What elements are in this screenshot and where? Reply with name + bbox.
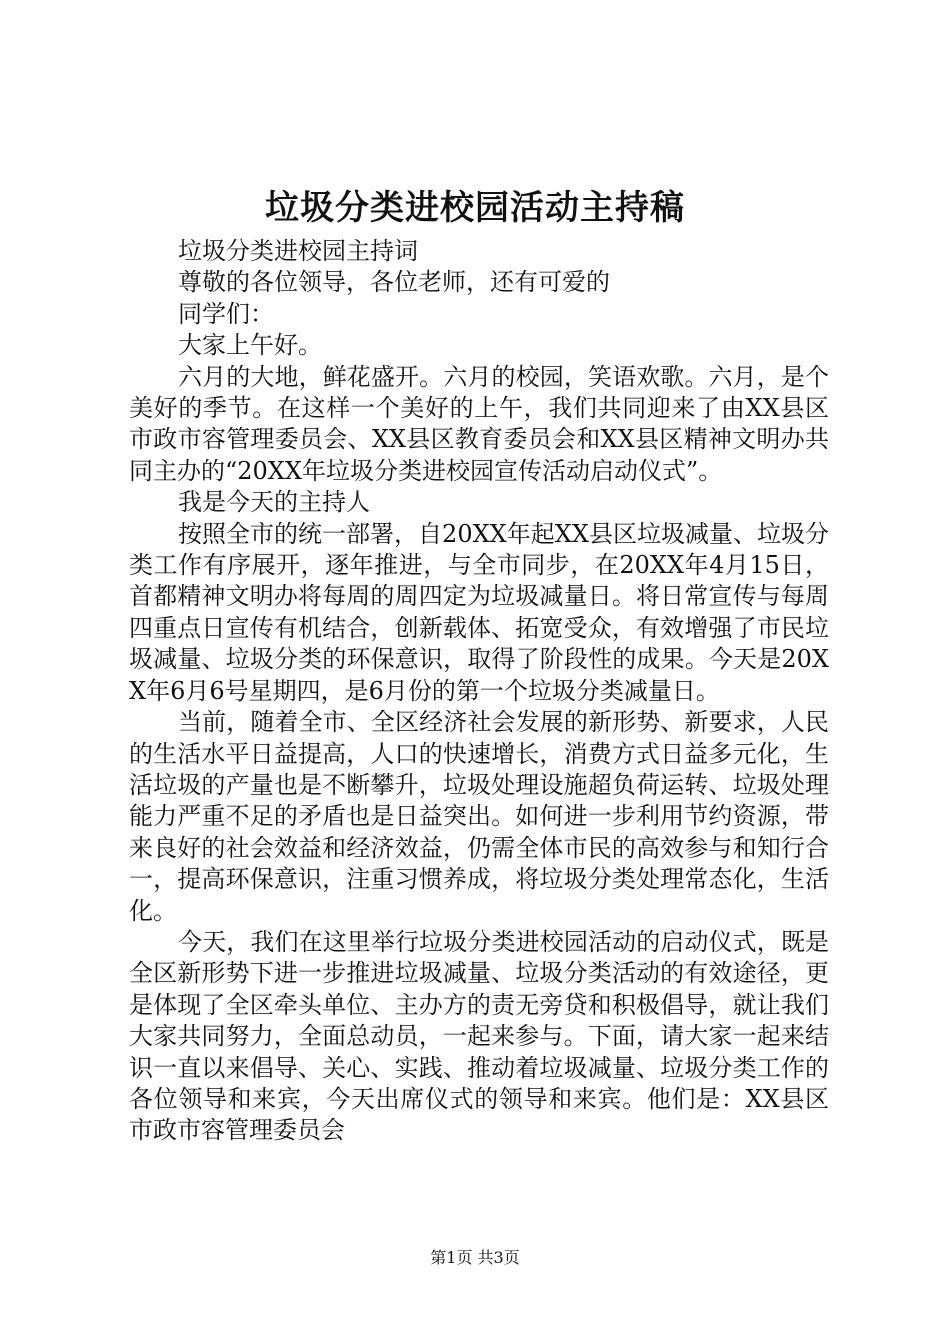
paragraph-salutation-cont: 同学们：	[178, 299, 274, 328]
paragraph-current-situation: 当前，随着全市、全区经济社会发展的新形势、新要求，人民的生活水平日益提高，人口的快速增长，消费方式日益多元化，生活垃圾的产量也是不断攀升，垃圾处理设施超负荷运转、垃圾处理能力严重不足的矛盾也是日益突出。如何进一步利用节约资源，带来良好的社会效益和经济效益，仍需全体市民的高效参与和知行合一，提高环保意识，注重习惯养成，将垃圾分类处理常态化，生活化。	[129, 708, 829, 925]
paragraph-background: 按照全市的统一部署，自20XX年起XX县区垃圾减量、垃圾分类工作有序展开，逐年推进，与全市同步，在20XX年4月15日，首都精神文明办将每周的周四定为垃圾减量日。将日常宣传与每周四重点日宣传有机结合，创新载体、拓宽受众，有效增强了市民垃圾减量、垃圾分类的环保意识，取得了阶段性的成果。今天是20XX年6月6号星期四，是6月份的第一个垃圾分类减量日。	[129, 519, 829, 705]
paragraph-ceremony: 今天，我们在这里举行垃圾分类进校园活动的启动仪式，既是全区新形势下进一步推进垃圾减量、垃圾分类活动的有效途径，更是体现了全区牵头单位、主办方的责无旁贷和积极倡导，就让我们大家共同努力，全面总动员，一起来参与。下面，请大家一起来结识一直以来倡导、关心、实践、推动着垃圾减量、垃圾分类工作的各位领导和来宾，今天出席仪式的领导和来宾。他们是：XX县区市政市容管理委员会	[129, 927, 829, 1145]
page-number-footer: 第1页 共3页	[430, 1248, 520, 1267]
paragraph-host: 我是今天的主持人	[178, 488, 370, 517]
document-title: 垃圾分类进校园活动主持稿	[265, 188, 685, 228]
paragraph-heading: 垃圾分类进校园主持词	[178, 237, 418, 265]
paragraph-salutation: 尊敬的各位领导，各位老师，还有可爱的	[178, 268, 610, 297]
document-body	[129, 236, 829, 1147]
paragraph-opening: 六月的大地，鲜花盛开。六月的校园，笑语欢歌。六月，是个美好的季节。在这样一个美好的上午，我们共同迎来了由XX县区市政市容管理委员会、XX县区教育委员会和XX县区精神文明办共同主办的“20XX年垃圾分类进校园宣传活动启动仪式”。	[129, 362, 829, 485]
paragraph-greeting: 大家上午好。	[178, 331, 322, 360]
